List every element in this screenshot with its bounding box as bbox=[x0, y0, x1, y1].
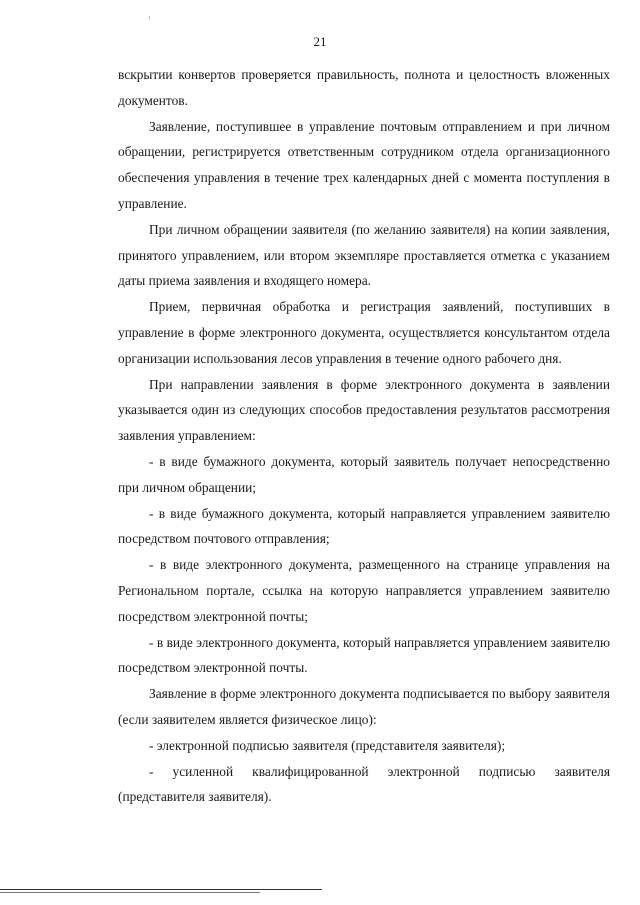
list-item-paper-mail: - в виде бумажного документа, который направляется управлением заявителю посредством почтового отправления; bbox=[118, 505, 610, 547]
scan-mark bbox=[149, 16, 150, 20]
list-item-electronic-email: - в виде электронного документа, который направляется управлением заявителю посредством электронной почты. bbox=[118, 634, 610, 676]
paragraph-signature: Заявление в форме электронного документа подписывается по выбору заявителя (если заявителем является физическое лицо): bbox=[118, 686, 611, 727]
footer-divider-secondary bbox=[0, 892, 260, 893]
list-item-simple-signature: - электронной подписью заявителя (представителя заявителя); bbox=[149, 737, 506, 753]
paragraph-5: При направлении заявления в форме электронного документа в заявлении указывается один из следующих способов предоставления результатов рассмотрения заявления управлением: bbox=[118, 376, 610, 444]
document-body bbox=[118, 62, 610, 810]
paragraph-3: При личном обращении заявителя (по желанию заявителя) на копии заявления, принятого управлением, или втором экземпляре проставляется отметка с указанием даты приема заявления и входящего номера. bbox=[118, 221, 610, 289]
paragraph-4: Прием, первичная обработка и регистрация заявлений, поступивших в управление в форме электронного документа, осуществляется консультантом отдела организации использования лесов управления в течение одного рабочего дня. bbox=[118, 299, 610, 366]
page-number: 21 bbox=[313, 34, 327, 49]
list-item-qualified-signature: - усиленной квалифицированной электронной подписью заявителя (представителя заявителя). bbox=[118, 763, 610, 805]
list-item-paper-personal: - в виде бумажного документа, который заявитель получает непосредственно при личном обращении; bbox=[118, 453, 610, 495]
footer-divider bbox=[0, 889, 322, 890]
paragraph-1: вскрытии конвертов проверяется правильность, полнота и целостность вложенных документов. bbox=[118, 67, 610, 108]
list-item-portal-link: - в виде электронного документа, размещенного на странице управления на Региональном портале, ссылка на которую направляется управлением заявителю посредством электронной почты; bbox=[118, 557, 610, 624]
paragraph-2: Заявление, поступившее в управление почтовым отправлением и при личном обращении, регистрируется ответственным сотрудником отдела организационного обеспечения управления в течение трех календарных дней с момента поступления в управление. bbox=[118, 118, 610, 211]
